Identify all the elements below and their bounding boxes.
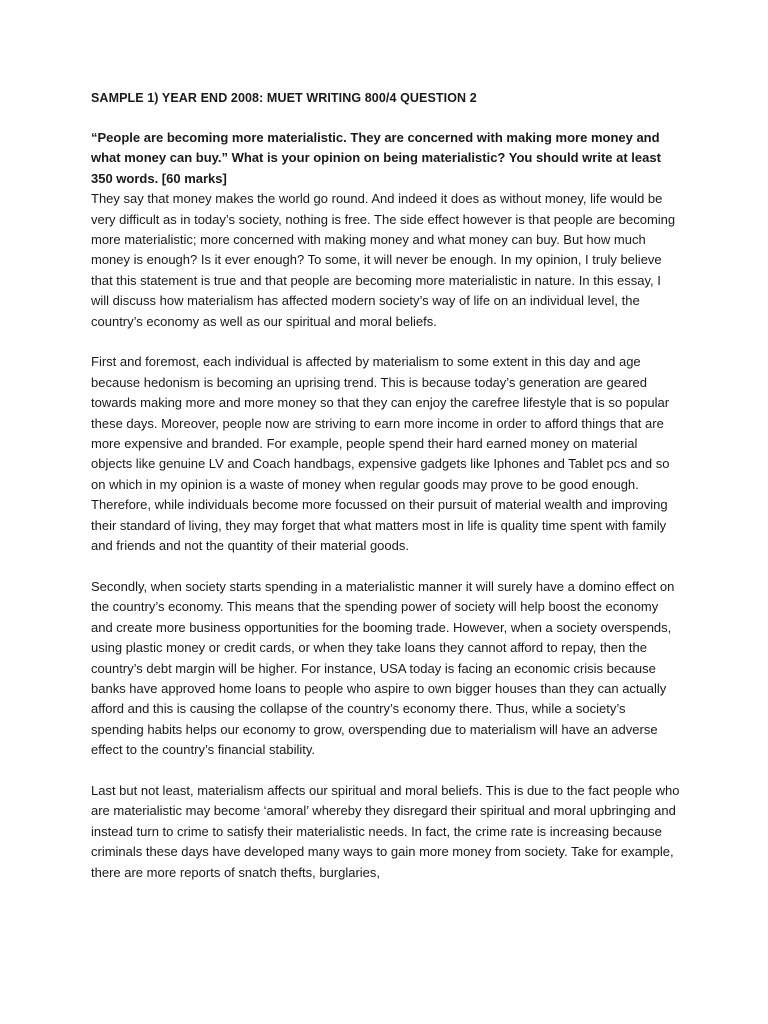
paragraph-introduction: They say that money makes the world go round. And indeed it does as without money, life would be very difficult as in today’s society, nothing is free. The side effect however is that people are becoming more materialistic; more concerned with making money and what money can buy. But how much money is enough? Is it ever enough? To some, it will never be enough. In my opinion, I truly believe that this statement is true and that people are becoming more materialistic in nature. In this essay, I will discuss how materialism has affected modern society’s way of life on an individual level, the country’s economy as well as our spiritual and moral beliefs. — [91, 191, 676, 329]
paragraph-spiritual-moral: Last but not least, materialism affects our spiritual and moral beliefs. This is due to the fact people who are materialistic may become ‘amoral’ whereby they disregard their spiritual and moral upbringing and instead turn to crime to satisfy their materialistic needs. In fact, the crime rate is increasing because criminals these days have developed many ways to gain more money from society. Take for example, there are more reports of snatch thefts, burglaries, — [91, 782, 680, 880]
document-page — [91, 88, 681, 903]
document-title: SAMPLE 1) YEAR END 2008: MUET WRITING 800/4 QUESTION 2 — [91, 91, 477, 105]
essay-question: “People are becoming more materialistic. They are concerned with making more money and what money can buy.” What is your opinion on being materialistic? You should write at least 350 words. [60 marks] — [91, 130, 661, 186]
paragraph-individual: First and foremost, each individual is affected by materialism to some extent in this day and age because hedonism is becoming an uprising trend. This is because today’s generation are geared towards making more and more money so that they can enjoy the carefree lifestyle that is so popular these days. Moreover, people now are striving to earn more income in order to afford things that are more expensive and branded. For example, people spend their hard earned money on material objects like genuine LV and Coach handbags, expensive gadgets like Iphones and Tablet pcs and so on which in my opinion is a waste of money when regular goods may prove to be good enough. Therefore, while individuals become more focussed on their pursuit of material wealth and improving their standard of living, they may forget that what matters most in life is quality time spent with family and friends and not the quantity of their material goods. — [91, 354, 670, 554]
paragraph-economy: Secondly, when society starts spending in a materialistic manner it will surely have a domino effect on the country’s economy. This means that the spending power of society will help boost the economy and create more business opportunities for the booming trade. However, when a society overspends, using plastic money or credit cards, or when they take loans they cannot afford to repay, then the country’s debt margin will be higher. For instance, USA today is facing an economic crisis because banks have approved home loans to people who aspire to own bigger houses than they can actually afford and this is causing the collapse of the country’s economy there. Thus, while a society’s spending habits helps our economy to grow, overspending due to materialism will have an adverse effect to the country’s financial stability. — [91, 578, 675, 758]
